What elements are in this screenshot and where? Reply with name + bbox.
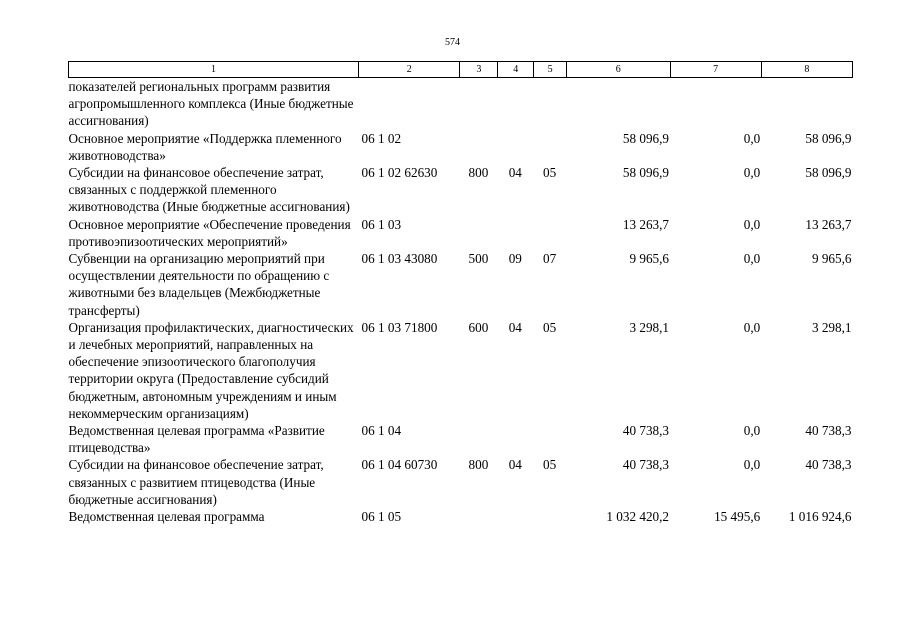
table-row [69,456,853,508]
row-expense-type [460,78,498,130]
row-name: Основное мероприятие «Поддержка племенного животноводства» [68,130,342,163]
row-amount-3: 3 298,1 [811,319,852,335]
header-row [69,62,853,78]
row-amount-3 [761,78,852,130]
column-header: 5 [534,62,567,78]
row-amount-2: 0,0 [743,251,761,267]
table-row [69,78,853,130]
table-row [69,250,853,319]
row-amount-total [567,78,671,130]
row-name: показателей региональных программ развития агропромышленного комплекса (Иные бюджетные ассигнования) [68,79,354,129]
row-subsection: 05 [543,319,557,335]
row-name: Ведомственная целевая программа «Развитие птицеводства» [68,423,325,456]
column-header: 2 [359,62,460,78]
table-row [69,130,853,164]
row-section: 04 [508,457,522,473]
row-expense-type: 800 [468,457,489,473]
row-code: 06 1 04 [361,423,402,439]
row-amount-2: 15 495,6 [714,509,761,525]
column-header: 1 [69,62,359,78]
row-subsection: 05 [543,457,557,473]
row-section: 09 [508,251,522,267]
row-amount-2: 0,0 [743,216,761,232]
row-subsection [534,130,567,164]
row-amount-3: 58 096,9 [805,130,852,146]
row-name: Организация профилактических, диагностических и лечебных мероприятий, направленных на обеспечение эпизоотического благополучия территории округа (Предоставление субсидий бюджетным, автономным учреждениям и иным некоммерческим организациям) [68,319,354,421]
row-code: 06 1 03 43080 [361,251,438,267]
row-subsection [534,216,567,250]
row-section [498,422,534,456]
row-code [359,78,460,130]
page-number: 574 [445,37,460,48]
row-amount-total: 9 965,6 [629,251,670,267]
row-amount-3: 58 096,9 [805,165,852,181]
row-amount-total: 40 738,3 [622,423,670,439]
row-amount-total: 1 032 420,2 [606,509,670,525]
row-amount-3: 1 016 924,6 [788,509,852,525]
row-name: Субвенции на организацию мероприятий при осуществлении деятельности по обращению с животными без владельцев (Межбюджетные трансферты) [68,251,330,318]
table-row [69,508,853,525]
row-amount-3: 40 738,3 [805,423,852,439]
row-amount-2: 0,0 [743,165,761,181]
table-row [69,422,853,456]
column-header: 6 [567,62,671,78]
table-row [69,319,853,422]
column-header: 7 [670,62,761,78]
row-code: 06 1 04 60730 [361,457,438,473]
row-expense-type: 600 [468,319,489,335]
row-section [498,130,534,164]
budget-table [68,61,853,525]
row-code: 06 1 02 62630 [361,165,438,181]
row-section [498,78,534,130]
row-name: Субсидии на финансовое обеспечение затрат, связанных с поддержкой племенного животноводства (Иные бюджетные ассигнования) [68,165,350,215]
row-amount-total: 3 298,1 [629,319,670,335]
row-amount-2: 0,0 [743,423,761,439]
column-header: 4 [498,62,534,78]
row-amount-3: 9 965,6 [811,251,852,267]
row-code: 06 1 03 71800 [361,319,438,335]
row-amount-2: 0,0 [743,130,761,146]
row-code: 06 1 02 [361,130,402,146]
row-code: 06 1 03 [361,216,402,232]
row-name: Субсидии на финансовое обеспечение затрат, связанных с развитием птицеводства (Иные бюджетные ассигнования) [68,457,324,507]
row-name: Ведомственная целевая программа [68,509,265,525]
column-header: 3 [460,62,498,78]
row-amount-2: 0,0 [743,457,761,473]
table-row [69,216,853,250]
row-amount-total: 13 263,7 [622,216,670,232]
row-subsection [534,78,567,130]
row-subsection [534,422,567,456]
row-expense-type [460,422,498,456]
row-expense-type [460,130,498,164]
row-section [498,508,534,525]
row-section: 04 [508,165,522,181]
row-section [498,216,534,250]
row-expense-type [460,508,498,525]
row-amount-total: 40 738,3 [622,457,670,473]
row-amount-3: 40 738,3 [805,457,852,473]
row-amount-2 [670,78,761,130]
row-expense-type: 500 [468,251,489,267]
column-header: 8 [761,62,852,78]
row-subsection: 05 [543,165,557,181]
row-subsection [534,508,567,525]
row-amount-3: 13 263,7 [805,216,852,232]
row-name: Основное мероприятие «Обеспечение проведения противоэпизоотических мероприятий» [68,216,351,249]
row-expense-type: 800 [468,165,489,181]
table-row [69,164,853,216]
row-expense-type [460,216,498,250]
table-body [69,78,853,526]
row-subsection: 07 [543,251,557,267]
row-amount-2: 0,0 [743,319,761,335]
row-amount-total: 58 096,9 [622,165,670,181]
row-code: 06 1 05 [361,509,402,525]
row-section: 04 [508,319,522,335]
row-amount-total: 58 096,9 [622,130,670,146]
